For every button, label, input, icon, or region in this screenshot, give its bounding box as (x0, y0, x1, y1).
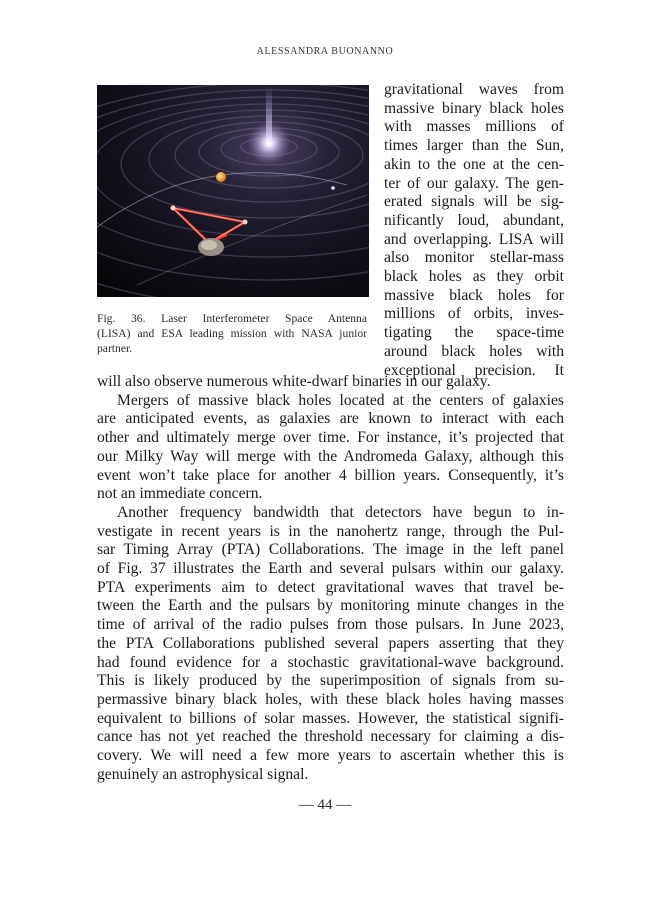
caption-line: partner. (97, 342, 133, 355)
text-line: times larger than the Sun, (384, 137, 564, 155)
body-text (97, 373, 564, 784)
text-line: erated signals will be sig- (384, 193, 564, 211)
text-line: of Fig. 37 illustrates the Earth and several pulsars within our galaxy. (97, 560, 564, 578)
text-line: millions of orbits, inves- (384, 305, 564, 323)
caption-line: Fig. 36. Laser Interferometer Space Antenna (97, 312, 367, 325)
text-line: sar Timing Array (PTA) Collaborations. The image in the left panel (97, 541, 564, 559)
text-line: vestigate in recent years is in the nanohertz range, through the Pul- (97, 522, 564, 540)
text-line: tigating the space-time (384, 324, 564, 342)
paragraph-first-line: Mergers of massive black holes located at the centers of galaxies (117, 391, 564, 409)
text-line: time of arrival of the radio pulses from those pulsars. In June 2023, (97, 616, 564, 634)
text-line: are anticipated events, as galaxies are known to interact with each (97, 410, 564, 428)
paragraph-first-line: Another frequency bandwidth that detectors have begun to in- (117, 503, 564, 521)
text-line: covery. We will need a few more years to ascertain whether this is (97, 747, 564, 765)
text-line: the PTA Collaborations published several papers asserting that they (97, 634, 564, 652)
black-hole-glow (247, 121, 291, 165)
text-line: massive binary black holes (384, 99, 564, 117)
running-head: ALESSANDRA BUONANNO (256, 46, 394, 57)
text-line: akin to the one at the cen- (384, 155, 564, 173)
text-line: had found evidence for a stochastic gravitational-wave background. (97, 653, 564, 671)
text-line: cance has not yet reached the threshold necessary for claiming a dis- (97, 728, 564, 746)
page-number: — 44 — (298, 797, 352, 813)
text-line: genuinely an astrophysical signal. (97, 765, 309, 783)
text-line: other and ultimately merge over time. For instance, it’s projected that (97, 429, 564, 447)
caption-line: (LISA) and ESA leading mission with NASA junior (97, 327, 367, 340)
text-line: also monitor stellar-mass (384, 249, 564, 267)
text-line: This is likely produced by the superimposition of signals from su- (97, 672, 564, 690)
text-line: with masses millions of (384, 118, 564, 136)
figure-caption (97, 311, 367, 356)
text-line: exceptional precision. It (384, 361, 564, 379)
sun-icon (216, 172, 226, 182)
text-line: permassive binary black holes, with these black holes having masses (97, 690, 564, 708)
text-line: massive black holes for (384, 286, 564, 304)
text-line: not an immediate concern. (97, 485, 263, 503)
text-line: equivalent to billions of solar masses. However, the statistical signifi- (97, 709, 564, 727)
text-line: tween the Earth and the pulsars by monitoring minute changes in the (97, 597, 564, 615)
text-line: gravitational waves from (384, 81, 564, 98)
text-line: our Milky Way will merge with the Andromeda Galaxy, although this (97, 447, 564, 465)
text-line: PTA experiments aim to detect gravitational waves that travel be- (97, 578, 564, 596)
text-line: will also observe numerous white-dwarf binaries in our galaxy. (97, 373, 491, 390)
side-column-text (384, 81, 564, 380)
text-line: black holes as they orbit (384, 268, 564, 286)
text-line: and overlapping. LISA will (384, 230, 564, 248)
lisa-figure-image (97, 85, 369, 297)
text-line: around black holes with (384, 342, 564, 360)
text-line: event won’t take place for another 4 billion years. Consequently, it’s (97, 466, 564, 484)
text-line: ter of our galaxy. The gen- (384, 174, 564, 192)
text-line: nificantly loud, abundant, (384, 211, 564, 229)
